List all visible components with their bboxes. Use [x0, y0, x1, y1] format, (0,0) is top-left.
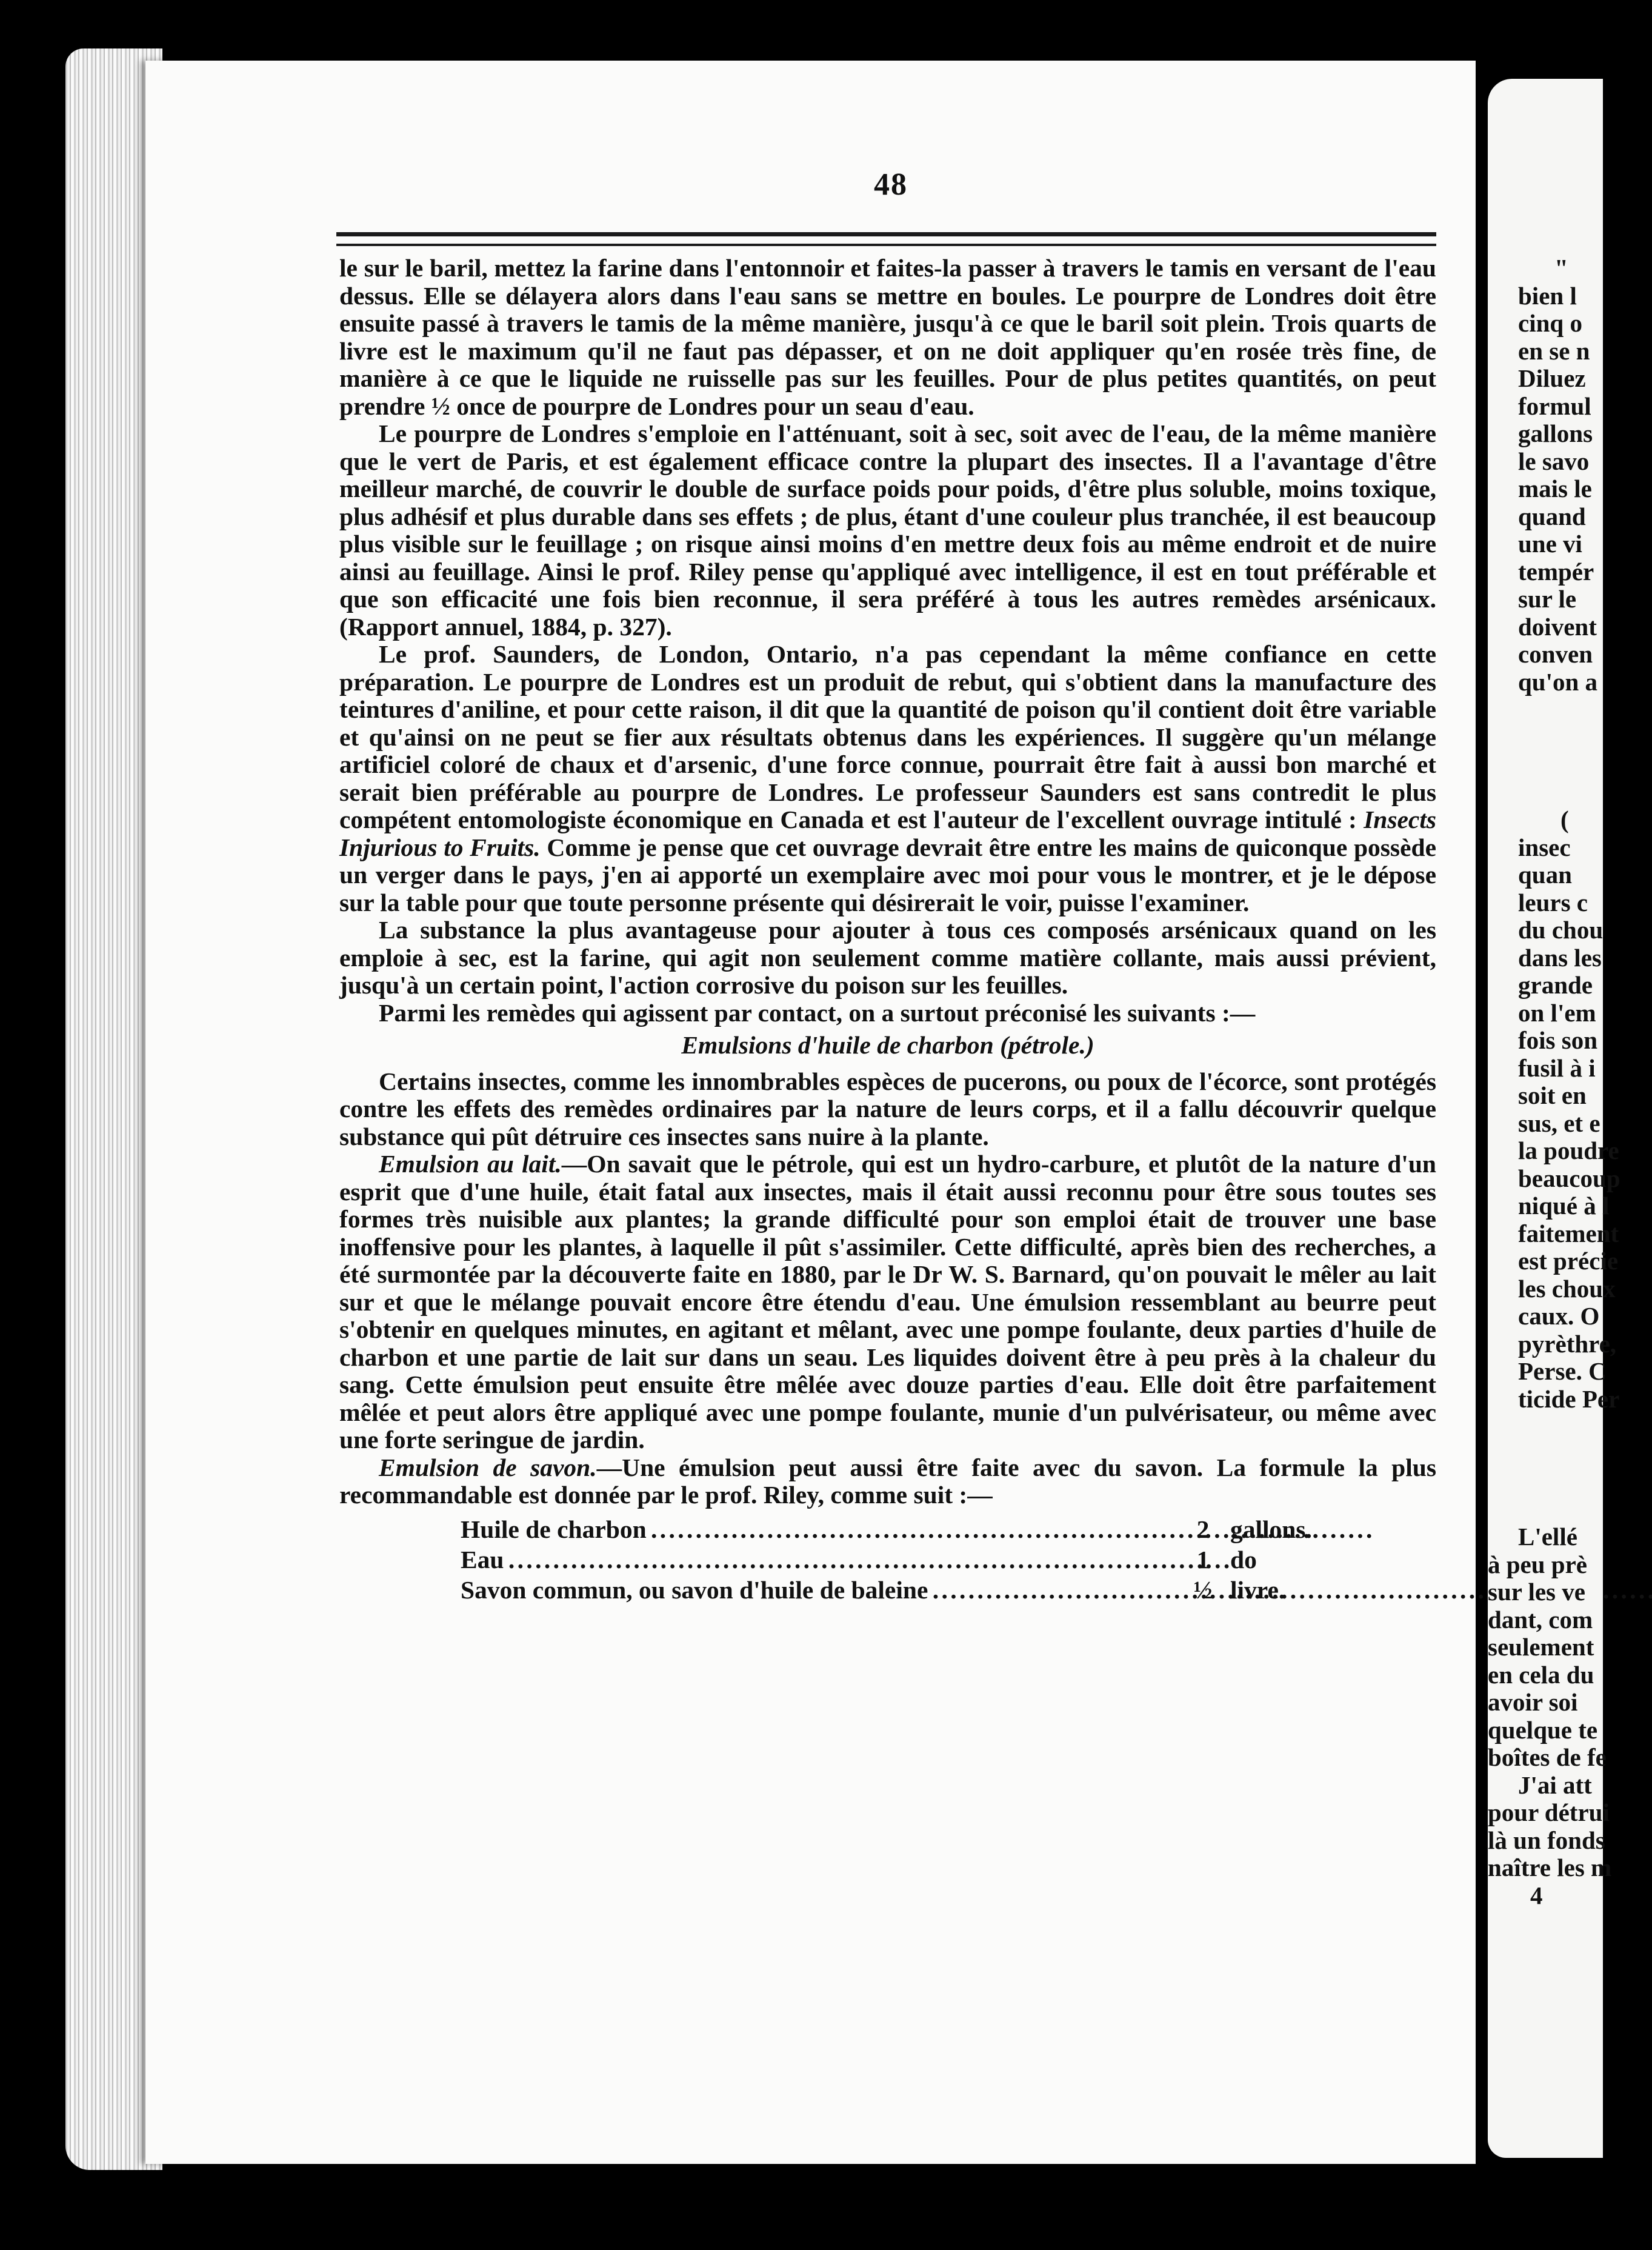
paragraph: [339, 1150, 1436, 1454]
facing-line: soit en: [1518, 1081, 1587, 1109]
facing-line: mais le: [1518, 475, 1592, 502]
facing-line: à peu prè: [1488, 1550, 1587, 1578]
facing-line: le savo: [1518, 447, 1590, 475]
facing-line: en se n: [1518, 336, 1590, 365]
facing-line: qu'on a: [1518, 667, 1598, 696]
facing-line: dant, com: [1488, 1605, 1593, 1634]
facing-line: conven: [1518, 640, 1593, 668]
facing-line: formul: [1518, 392, 1591, 420]
facing-line: dans les: [1518, 943, 1602, 972]
paragraph: le sur le baril, mettez la farine dans l'entonnoir et faites-la passer à travers le tamis en versant de l'eau dessus. Elle se délayera alors dans l'eau sans se mettre en boules. Le pourpre de Londres doit être ensuite passé à travers le tamis de la même manière, jusqu'à ce que le baril soit plein. Trois quarts de livre est le maximum qu'il ne faut pas dépasser, et on ne doit appliquer qu'en rosée très fine, de manière à ce que le liquide ne ruisselle pas sur les feuilles. Pour de plus petites quantités, on peut prendre ½ once de pourpre de Londres pour un seau d'eau.: [339, 254, 1436, 420]
facing-line: avoir soi: [1488, 1688, 1578, 1716]
section-heading: [339, 1032, 1436, 1060]
facing-line: Perse. C: [1518, 1357, 1607, 1385]
facing-line: du chou: [1518, 916, 1604, 944]
recipe-ingredient: Huile de charbon . . .: [461, 1514, 1182, 1544]
facing-line: beaucoup: [1518, 1164, 1620, 1192]
facing-line: fois son: [1518, 1026, 1598, 1054]
facing-line: ": [1554, 254, 1568, 282]
facing-line: Diluez: [1518, 364, 1586, 392]
facing-line: L'ellé: [1518, 1523, 1577, 1551]
facing-line: sur le: [1518, 585, 1577, 613]
paragraph-text: —Une émulsion peut aussi être faite avec du savon. La formule la plus recommandable est donnée par le prof. Riley, comme suit :—: [339, 1453, 1436, 1509]
paragraph: [339, 1454, 1436, 1509]
recipe-ingredient: Savon commun, ou savon d'huile de baleine . . .: [461, 1575, 1182, 1605]
facing-line: tempér: [1518, 557, 1594, 586]
facing-line: quelque te: [1488, 1715, 1598, 1744]
paragraph-text: Le prof. Saunders, de London, Ontario, n'a pas cependant la même confiance en cette préparation. Le pourpre de Londres est un produit de rebut, qui s'obtient dans la manufacture des teintures d'aniline, et pour cette raison, il dit que la quantité de poison qu'il contient doit être variable et qu'ainsi on ne peut se fier aux résultats obtenus dans les expériences. Il suggère qu'un mélange artificiel coloré de chaux et d'arsenic, d'une force connue, pourrait être fait à aussi bon marché et serait bien préférable au pourpre de Londres. Le professeur Saunders est sans contredit le plus compétent entomologiste économique en Canada et est l'auteur de l'excellent ouvrage intitulé :: [339, 640, 1436, 833]
facing-line: bien l: [1518, 281, 1577, 310]
recipe-ingredient: Eau . . .: [461, 1544, 1182, 1575]
facing-line: pour détrui: [1488, 1798, 1610, 1826]
section-heading-text: Emulsions d'huile de charbon: [681, 1031, 994, 1059]
recipe-quantity: 2: [1196, 1515, 1210, 1543]
facing-line: boîtes de fe: [1488, 1743, 1607, 1771]
facing-line: leurs c: [1518, 888, 1588, 916]
paragraph-text: —On savait que le pétrole, qui est un hydro-carbure, et plutôt de la nature d'un esprit que d'une huile, était fatal aux insectes, mais il était aussi reconnu pour être sous toutes ses formes très nuisible aux plantes; la grande difficulté pour son emploi était de trouver une base inoffensive pour les plantes, à laquelle il pût s'assimiler. Cette difficulté, après bien des recherches, a été surmontée par la découverte faite en 1880, par le Dr W. S. Barnard, qu'on pouvait le mêler au lait sur et que le mélange pouvait encore être étendu d'eau. Une émulsion ressemblant au beurre peut s'obtenir en quelques minutes, en agitant et mêlant, avec une pompe foulante, deux parties d'huile de charbon et une partie de lait sur dans un seau. Les liquides doivent être à peu près à la chaleur du sang. Cette émulsion peut ensuite être mêlée avec douze parties d'eau. Elle doit être parfaitement mêlée et peut alors être appliqué avec une pompe foulante, munie d'un pulvérisateur, ou même avec une forte seringue de jardin.: [339, 1150, 1436, 1454]
paragraph: [339, 641, 1436, 916]
facing-line: là un fonds: [1488, 1826, 1605, 1854]
facing-line: grande: [1518, 971, 1593, 999]
paragraph-text: Comme je pense que cet ouvrage devrait être entre les mains de quiconque possède un verger dans le pays, j'en ai apporté un exemplaire avec moi pour vous le montrer, et je le dépose sur la table pour que toute personne présente qui désirerait le voir, puisse l'examiner.: [339, 833, 1436, 916]
facing-line: fusil à i: [1518, 1053, 1596, 1082]
recipe-row: [461, 1575, 1370, 1605]
paragraph: Certains insectes, comme les innombrables espèces de pucerons, ou poux de l'écorce, sont protégés contre les effets des remèdes ordinaires par la nature de leurs corps, et il a fallu découvrir quelque substance qui pût détruire ces insectes sans nuire à la plante.: [339, 1067, 1436, 1150]
text-column: [339, 255, 1436, 1605]
subheading-milk: Emulsion au lait.: [379, 1150, 562, 1178]
recipe-unit: do: [1230, 1545, 1257, 1574]
facing-line: en cela du: [1488, 1660, 1594, 1689]
facing-line: naître les m: [1488, 1854, 1612, 1881]
book-title: Insects Injurious to Fruits.: [339, 806, 1436, 861]
paragraph: La substance la plus avantageuse pour ajouter à tous ces composés arsénicaux quand on les emploie à sec, est la farine, qui agit non seulement comme matière collante, mais aussi prévient, jusqu'à un certain point, l'action corrosive du poison sur les feuilles.: [339, 916, 1436, 999]
facing-line: sur les ve: [1488, 1578, 1585, 1606]
facing-line: niqué à l: [1518, 1192, 1610, 1220]
facing-line: la poudre: [1518, 1137, 1619, 1164]
facing-line: gallons: [1518, 419, 1593, 447]
section-heading-paren: (pétrole.): [1000, 1031, 1094, 1059]
subheading-soap: Emulsion de savon.: [379, 1453, 597, 1481]
facing-line: 4: [1530, 1881, 1543, 1909]
header-rule: [336, 232, 1436, 236]
recipe-unit: gallons.: [1230, 1515, 1312, 1543]
facing-page-text: [1488, 254, 1620, 1909]
facing-gap: [1488, 1413, 1609, 1523]
facing-line: J'ai att: [1518, 1771, 1592, 1799]
facing-page: [1488, 79, 1620, 2158]
facing-line: les choux: [1518, 1274, 1616, 1303]
facing-line: quand: [1518, 502, 1586, 530]
page-number: 48: [874, 167, 908, 202]
paragraph: Le pourpre de Londres s'emploie en l'atténuant, soit à sec, soit avec de l'eau, de la même manière que le vert de Paris, et est également efficace contre la plupart des insectes. Il a l'avantage d'être meilleur marché, de couvrir le double de surface poids pour poids, d'être plus soluble, moins toxique, plus adhésif et plus durable dans ses effets ; de plus, étant d'une couleur plus tranchée, il est beaucoup plus visible sur le feuillage ; on risque ainsi moins d'en mettre deux fois au même endroit et de nuire ainsi au feuillage. Ainsi le prof. Riley pense qu'appliqué avec intelligence, il est en tout préférable et que son efficacité une fois bien reconnue, il sera préféré à tous les autres remèdes arsénicaux. (Rapport annuel, 1884, p. 327).: [339, 419, 1436, 641]
recipe-quantity: ½: [1193, 1575, 1213, 1604]
facing-line: cinq o: [1518, 309, 1582, 337]
facing-line: sus, et e: [1518, 1109, 1600, 1137]
recipe-unit: livre.: [1230, 1575, 1285, 1604]
recipe-quantity: 1: [1196, 1545, 1210, 1574]
facing-line: quan: [1518, 861, 1572, 889]
paragraph: Parmi les remèdes qui agissent par contact, on a surtout préconisé les suivants :—: [379, 998, 1256, 1027]
facing-line: on l'em: [1518, 998, 1596, 1027]
facing-line: une vi: [1518, 530, 1582, 558]
facing-line: ticide Per: [1518, 1384, 1620, 1413]
recipe-row: [461, 1544, 1370, 1575]
ink-speck: [665, 12, 675, 27]
facing-line: est précie: [1518, 1247, 1619, 1275]
facing-line: caux. O: [1518, 1302, 1600, 1330]
facing-line: pyrèthre,: [1518, 1329, 1617, 1358]
facing-line: seulement: [1488, 1633, 1594, 1661]
recipe-list: [339, 1514, 1436, 1605]
ink-speck: [5, 200, 13, 217]
facing-gap: [1488, 696, 1609, 806]
facing-line: insec: [1518, 833, 1571, 861]
header-rule-thin: [336, 244, 1436, 246]
facing-line: faitement: [1518, 1219, 1619, 1247]
recipe-row: [461, 1514, 1370, 1544]
facing-line: doivent: [1518, 612, 1597, 641]
facing-line: (: [1560, 806, 1569, 833]
